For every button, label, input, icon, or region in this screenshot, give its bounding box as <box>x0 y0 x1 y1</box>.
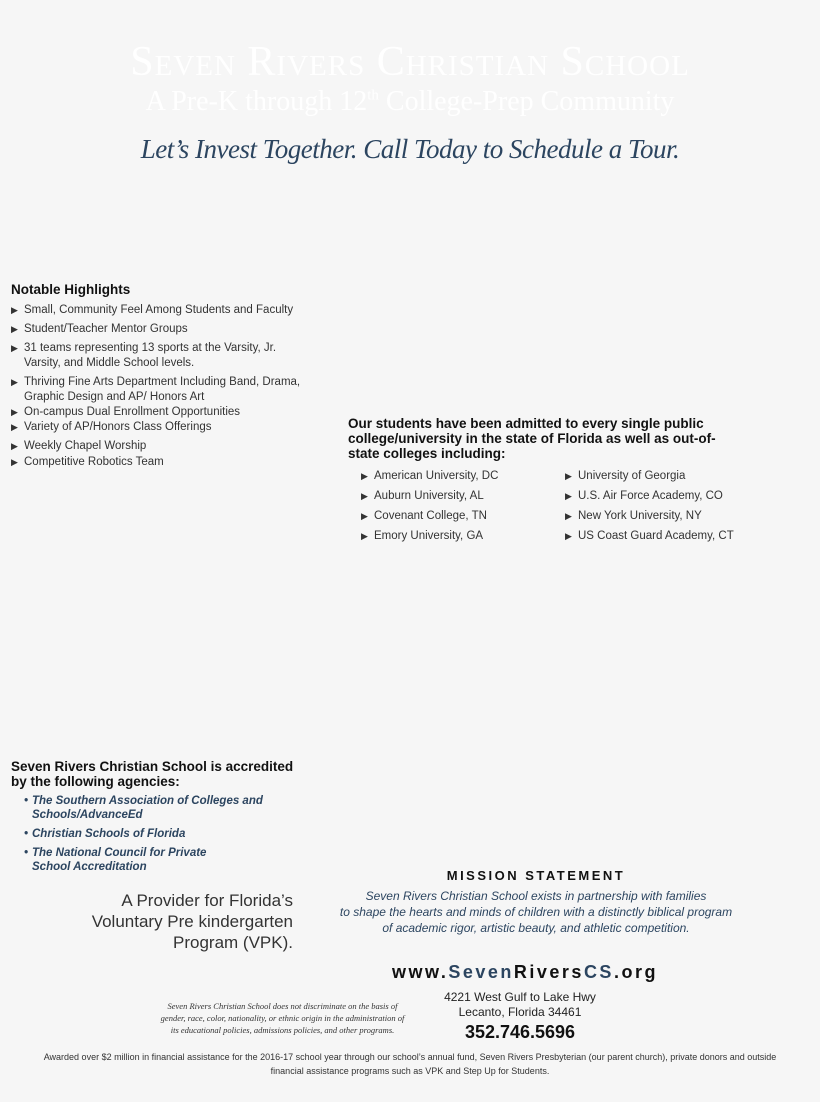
mission-title: MISSION STATEMENT <box>446 868 626 883</box>
website-rivers: Rivers <box>513 962 584 982</box>
nondiscrimination-notice: Seven Rivers Christian School does not discriminate on the basis of gender, race, color, nationality, or ethnic origin in the administration of its educational policies, admissions policies, and other programs. <box>160 1001 405 1035</box>
mission-text: Seven Rivers Christian School exists in partnership with families to shape the hearts and minds of children with a distinctly biblical program of academic rigor, artistic beauty, and athletic competition. <box>339 889 733 935</box>
college-item: ▶ US Coast Guard Academy, CT <box>565 528 785 548</box>
college-item: ▶ Covenant College, TN <box>361 508 561 528</box>
college-item: ▶ U.S. Air Force Academy, CO <box>565 488 785 508</box>
highlight-item: ▶ On-campus Dual Enrollment Opportunities <box>11 405 321 420</box>
highlight-item: ▶ Thriving Fine Arts Department Including Band, Drama, Graphic Design and AP/ Honors Art <box>11 375 309 405</box>
school-name: Seven Rivers Christian School <box>130 39 690 85</box>
college-item: ▶ American University, DC <box>361 468 561 488</box>
admissions-heading: Our students have been admitted to every single public college/university in the state of Florida as well as out-of-state colleges including: <box>348 416 716 461</box>
highlight-item: ▶ Student/Teacher Mentor Groups <box>11 322 321 337</box>
financial-aid-note: Awarded over $2 million in financial assistance for the 2016-17 school year through our school’s annual fund, Seven Rivers Presbyterian (our parent church), private donors and outside financial assistance programs such as VPK and Step Up for Students. <box>43 1052 777 1076</box>
highlight-item: ▶ 31 teams representing 13 sports at the Varsity, Jr. Varsity, and Middle School levels. <box>11 341 294 371</box>
highlights-heading: Notable Highlights <box>11 282 131 297</box>
website-seven: Seven <box>448 962 514 982</box>
school-subtitle <box>0 86 820 118</box>
call-to-action: Let’s Invest Together. Call Today to Schedule a Tour. <box>140 134 680 164</box>
phone-number[interactable]: 352.746.5696 <box>464 1022 576 1042</box>
accreditation-item: • The Southern Association of Colleges and Schools/AdvanceEd <box>24 794 284 822</box>
address <box>420 990 620 1020</box>
subtitle-sup: th <box>367 87 379 104</box>
subtitle-pre: A Pre-K through 12 <box>145 86 368 117</box>
highlights-list <box>11 303 321 470</box>
subtitle-post: College-Prep Community <box>378 86 675 117</box>
accreditation-item: • The National Council for Private School Accreditation <box>24 846 232 874</box>
website-link[interactable] <box>392 962 658 983</box>
college-item: ▶ University of Georgia <box>565 468 785 488</box>
highlight-item: ▶ Competitive Robotics Team <box>11 455 321 470</box>
highlight-item: ▶ Small, Community Feel Among Students and Faculty <box>11 303 321 318</box>
college-item: ▶ Emory University, GA <box>361 528 561 548</box>
highlight-item: ▶ Variety of AP/Honors Class Offerings <box>11 420 321 435</box>
colleges-left-list <box>361 468 561 548</box>
accreditation-list <box>24 794 284 874</box>
college-item: ▶ Auburn University, AL <box>361 488 561 508</box>
highlights-section <box>11 282 321 474</box>
website-suffix: .org <box>613 962 658 982</box>
accreditation-heading: Seven Rivers Christian School is accredited by the following agencies: <box>11 759 294 789</box>
highlight-item: ▶ Weekly Chapel Worship <box>11 439 321 454</box>
vpk-statement: A Provider for Florida’s Voluntary Pre kindergarten Program (VPK). <box>91 891 293 952</box>
accreditation-item: • Christian Schools of Florida <box>24 827 284 841</box>
website-prefix: www. <box>392 962 449 982</box>
colleges-right-list <box>565 468 785 548</box>
college-item: ▶ New York University, NY <box>565 508 785 528</box>
address-line1: 4221 West Gulf to Lake Hwy <box>444 990 596 1004</box>
address-line2: Lecanto, Florida 34461 <box>458 1005 582 1019</box>
website-cs: CS <box>583 962 614 982</box>
accreditation-section <box>11 759 311 879</box>
